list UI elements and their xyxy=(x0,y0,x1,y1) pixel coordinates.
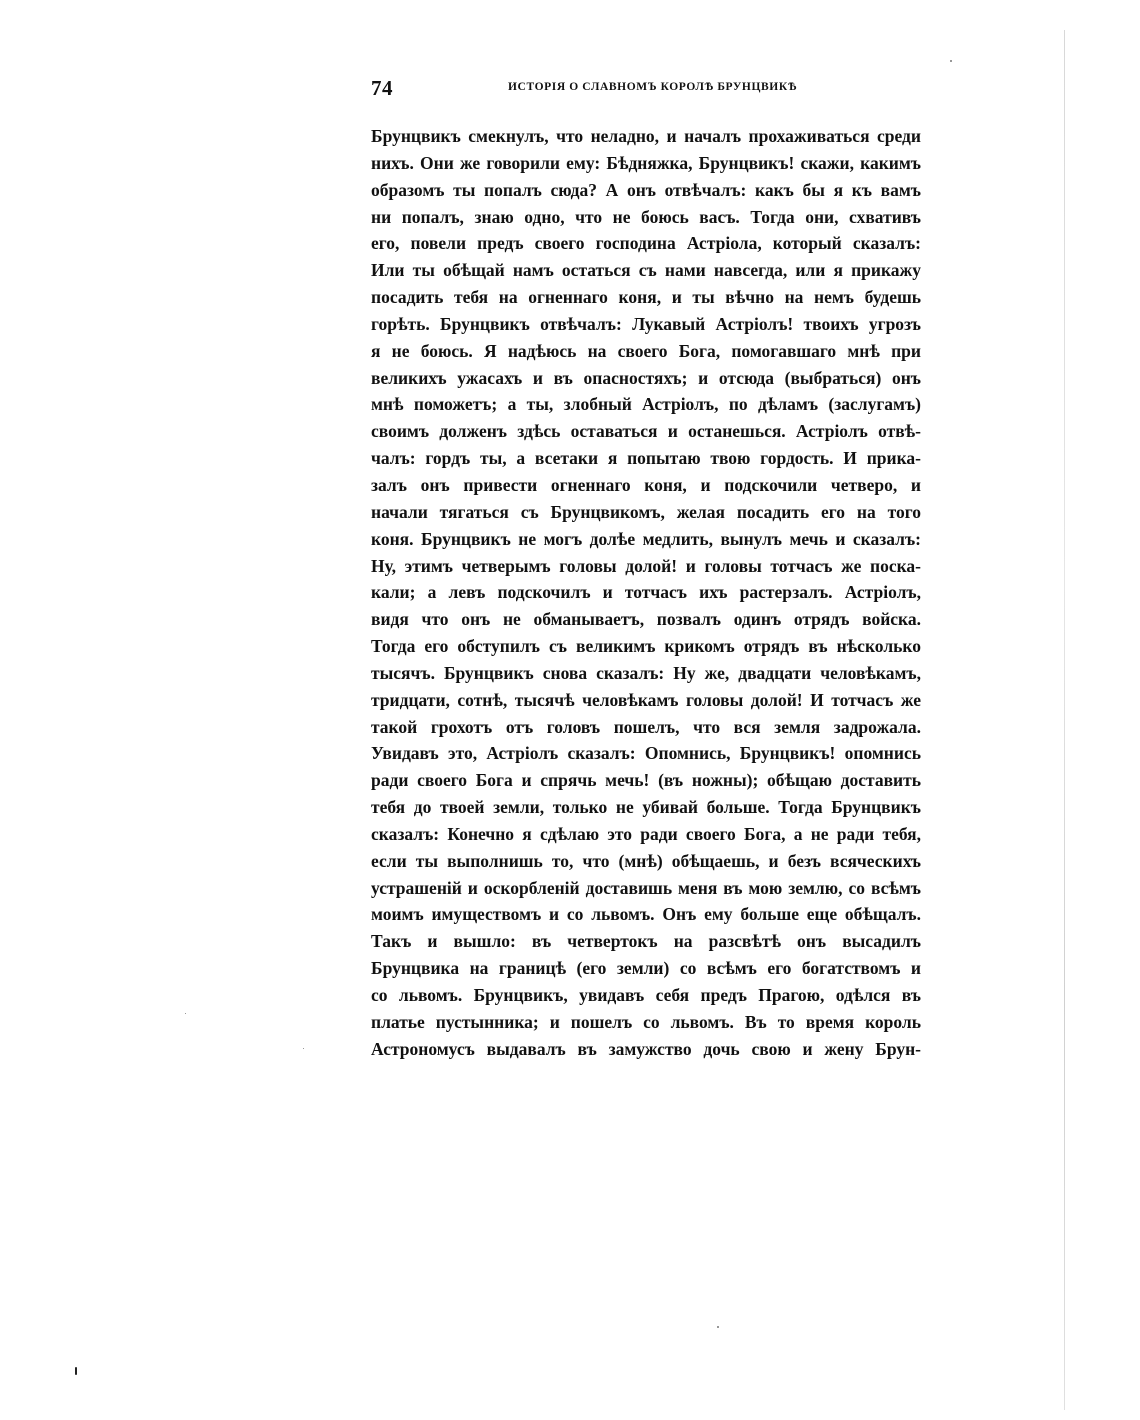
text-line: Или ты обѣщай намъ остаться съ нами навсегда, или я прикажу xyxy=(371,260,921,281)
text-line: посадить тебя на огненнаго коня, и ты вѣчно на немъ будешь xyxy=(371,287,921,308)
text-line: мнѣ поможетъ; а ты, злобный Астріолъ, по дѣламъ (заслугамъ) xyxy=(371,394,921,415)
text-line: видя что онъ не обманываетъ, позвалъ одинъ отрядъ войска. xyxy=(371,609,921,630)
text-line: залъ онъ привести огненнаго коня, и подскочили четверо, и xyxy=(371,474,921,495)
scan-speck xyxy=(185,1013,186,1014)
text-line: тридцати, сотнѣ, тысячѣ человѣкамъ головы долой! И тотчасъ же xyxy=(371,689,921,710)
text-line: платье пустынника; и пошелъ со львомъ. Въ то время король xyxy=(371,1011,921,1032)
text-line: Брунцвика на границѣ (его земли) со всѣмъ его богатствомъ и xyxy=(371,958,921,979)
text-line: начали тягаться съ Брунцвикомъ, желая посадить его на того xyxy=(371,501,921,522)
running-title: ИСТОРІЯ О СЛАВНОМЪ КОРОЛѢ БРУНЦВИКѢ xyxy=(508,81,798,93)
text-line: своимъ долженъ здѣсь оставаться и останешься. Астріолъ отвѣ- xyxy=(371,421,921,442)
page-number: 74 xyxy=(371,76,393,100)
page-header xyxy=(371,76,921,100)
text-line: ради своего Бога и спрячь мечь! (въ ножны); обѣщаю доставить xyxy=(371,770,921,791)
body-text xyxy=(371,123,921,1063)
text-line: Тогда его обступилъ съ великимъ крикомъ отрядъ въ нѣсколько xyxy=(371,636,921,657)
scan-speck xyxy=(717,1326,719,1328)
text-line: сказалъ: Конечно я сдѣлаю это ради своего Бога, а не ради тебя, xyxy=(371,823,921,844)
text-line: великихъ ужасахъ и въ опасностяхъ; и отсюда (выбраться) онъ xyxy=(371,367,921,388)
text-line: чалъ: гордъ ты, а всетаки я попытаю твою гордость. И прика- xyxy=(371,448,921,469)
text-line: его, повели предъ своего господина Астріола, который сказалъ: xyxy=(371,233,921,254)
text-line: если ты выполнишь то, что (мнѣ) обѣщаешь, и безъ всяческихъ xyxy=(371,850,921,871)
text-line: Такъ и вышло: въ четвертокъ на разсвѣтѣ онъ высадилъ xyxy=(371,931,921,952)
text-line: устрашеній и оскорбленій доставишь меня въ мою землю, со всѣмъ xyxy=(371,877,921,898)
text-line: тысячъ. Брунцвикъ снова сказалъ: Ну же, двадцати человѣкамъ, xyxy=(371,662,921,683)
text-line: Брунцвикъ смекнулъ, что неладно, и началъ прохаживаться среди xyxy=(371,126,921,146)
text-line: Ну, этимъ четверымъ головы долой! и головы тотчасъ же поска- xyxy=(371,555,921,576)
text-line: ни попалъ, знаю одно, что не боюсь васъ. Тогда они, схвативъ xyxy=(371,206,921,227)
text-line: нихъ. Они же говорили ему: Бѣдняжка, Брунцвикъ! скажи, какимъ xyxy=(371,152,921,173)
text-line: образомъ ты попалъ сюда? А онъ отвѣчалъ: какъ бы я къ вамъ xyxy=(371,179,921,200)
scan-speck xyxy=(303,1048,304,1049)
text-line: Астрономусъ выдавалъ въ замужство дочь свою и жену Брун- xyxy=(371,1038,921,1059)
text-line: со львомъ. Брунцвикъ, увидавъ себя предъ Прагою, одѣлся въ xyxy=(371,985,921,1005)
text-line: моимъ имуществомъ и со львомъ. Онъ ему больше еще обѣщалъ. xyxy=(371,904,921,925)
text-line: коня. Брунцвикъ не могъ долѣе медлить, вынулъ мечь и сказалъ: xyxy=(371,528,921,549)
scan-speck xyxy=(75,1367,77,1375)
text-line: Увидавъ это, Астріолъ сказалъ: Опомнись, Брунцвикъ! опомнись xyxy=(371,743,921,764)
text-line: я не боюсь. Я надѣюсь на своего Бога, помогавшаго мнѣ при xyxy=(371,340,921,361)
scan-margin-rule xyxy=(1064,30,1065,1410)
text-line: тебя до твоей земли, только не убивай больше. Тогда Брунцвикъ xyxy=(371,797,921,818)
text-line: горѣть. Брунцвикъ отвѣчалъ: Лукавый Астріолъ! твоихъ угрозъ xyxy=(371,313,921,334)
text-line: кали; а левъ подскочилъ и тотчасъ ихъ растерзалъ. Астріолъ, xyxy=(371,582,921,603)
text-line: такой грохотъ отъ головъ пошелъ, что вся земля задрожала. xyxy=(371,716,921,737)
scan-speck xyxy=(950,60,952,62)
